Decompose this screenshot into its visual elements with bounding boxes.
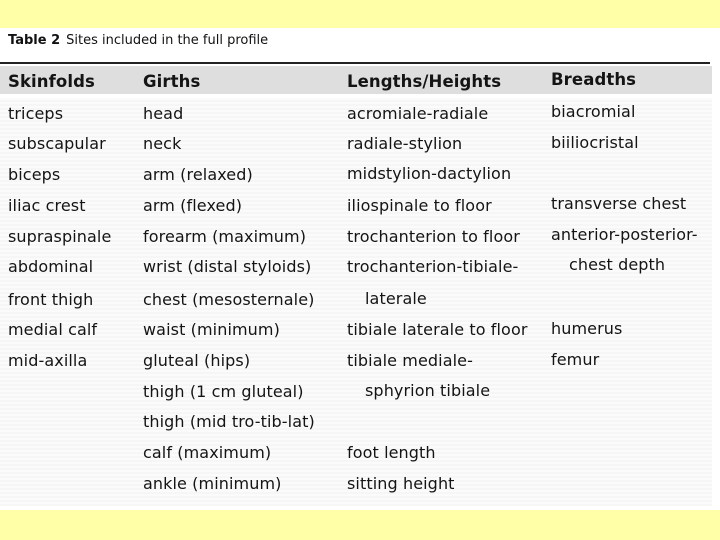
list-item: transverse chest [551,194,687,213]
list-item: abdominal [8,257,94,276]
list-item: supraspinale [8,227,112,246]
list-item: radiale-stylion [347,134,463,153]
list-item: iliospinale to floor [347,196,492,215]
list-item: forearm (maximum) [143,227,307,246]
list-item: front thigh [8,290,94,309]
list-item: arm (flexed) [143,196,243,215]
list-item: trochanterion to floor [347,227,520,246]
list-item: foot length [347,443,436,462]
list-item: midstylion-dactylion [347,164,512,183]
list-item: medial calf [8,320,98,339]
table-label: Table 2 [8,33,61,48]
header-lengths: Lengths/Heights [347,72,502,91]
list-item: thigh (mid tro-tib-lat) [143,412,315,431]
table-caption [8,33,268,48]
list-item: neck [143,134,182,153]
list-item: chest (mesosternale) [143,290,315,309]
list-item: arm (relaxed) [143,165,253,184]
list-item: femur [551,350,600,369]
list-item: tibiale laterale to floor [347,320,528,339]
list-item: humerus [551,319,623,338]
table-title: Sites included in the full profile [66,33,269,48]
list-item: trochanterion-tibiale- [347,257,519,276]
list-item: wrist (distal styloids) [143,257,312,276]
list-item: mid-axilla [8,351,88,370]
list-item: anterior-posterior- [551,225,698,244]
list-item: gluteal (hips) [143,351,251,370]
top-rule [0,62,710,64]
list-item: acromiale-radiale [347,104,489,123]
list-item: chest depth [569,255,666,274]
list-item: triceps [8,104,64,123]
list-item: head [143,104,184,123]
list-item: subscapular [8,134,106,153]
list-item: waist (minimum) [143,320,280,339]
list-item: sphyrion tibiale [365,381,491,400]
scanned-table [0,28,720,510]
list-item: ankle (minimum) [143,474,282,493]
list-item: biceps [8,165,61,184]
list-item: thigh (1 cm gluteal) [143,382,304,401]
list-item: tibiale mediale- [347,351,473,370]
list-item: iliac crest [8,196,86,215]
header-girths: Girths [143,72,201,91]
list-item: sitting height [347,474,455,493]
list-item: biacromial [551,102,636,121]
list-item: laterale [365,289,427,308]
header-skinfolds: Skinfolds [8,72,95,91]
list-item: biiliocristal [551,133,639,152]
list-item: calf (maximum) [143,443,272,462]
header-breadths: Breadths [551,70,637,89]
